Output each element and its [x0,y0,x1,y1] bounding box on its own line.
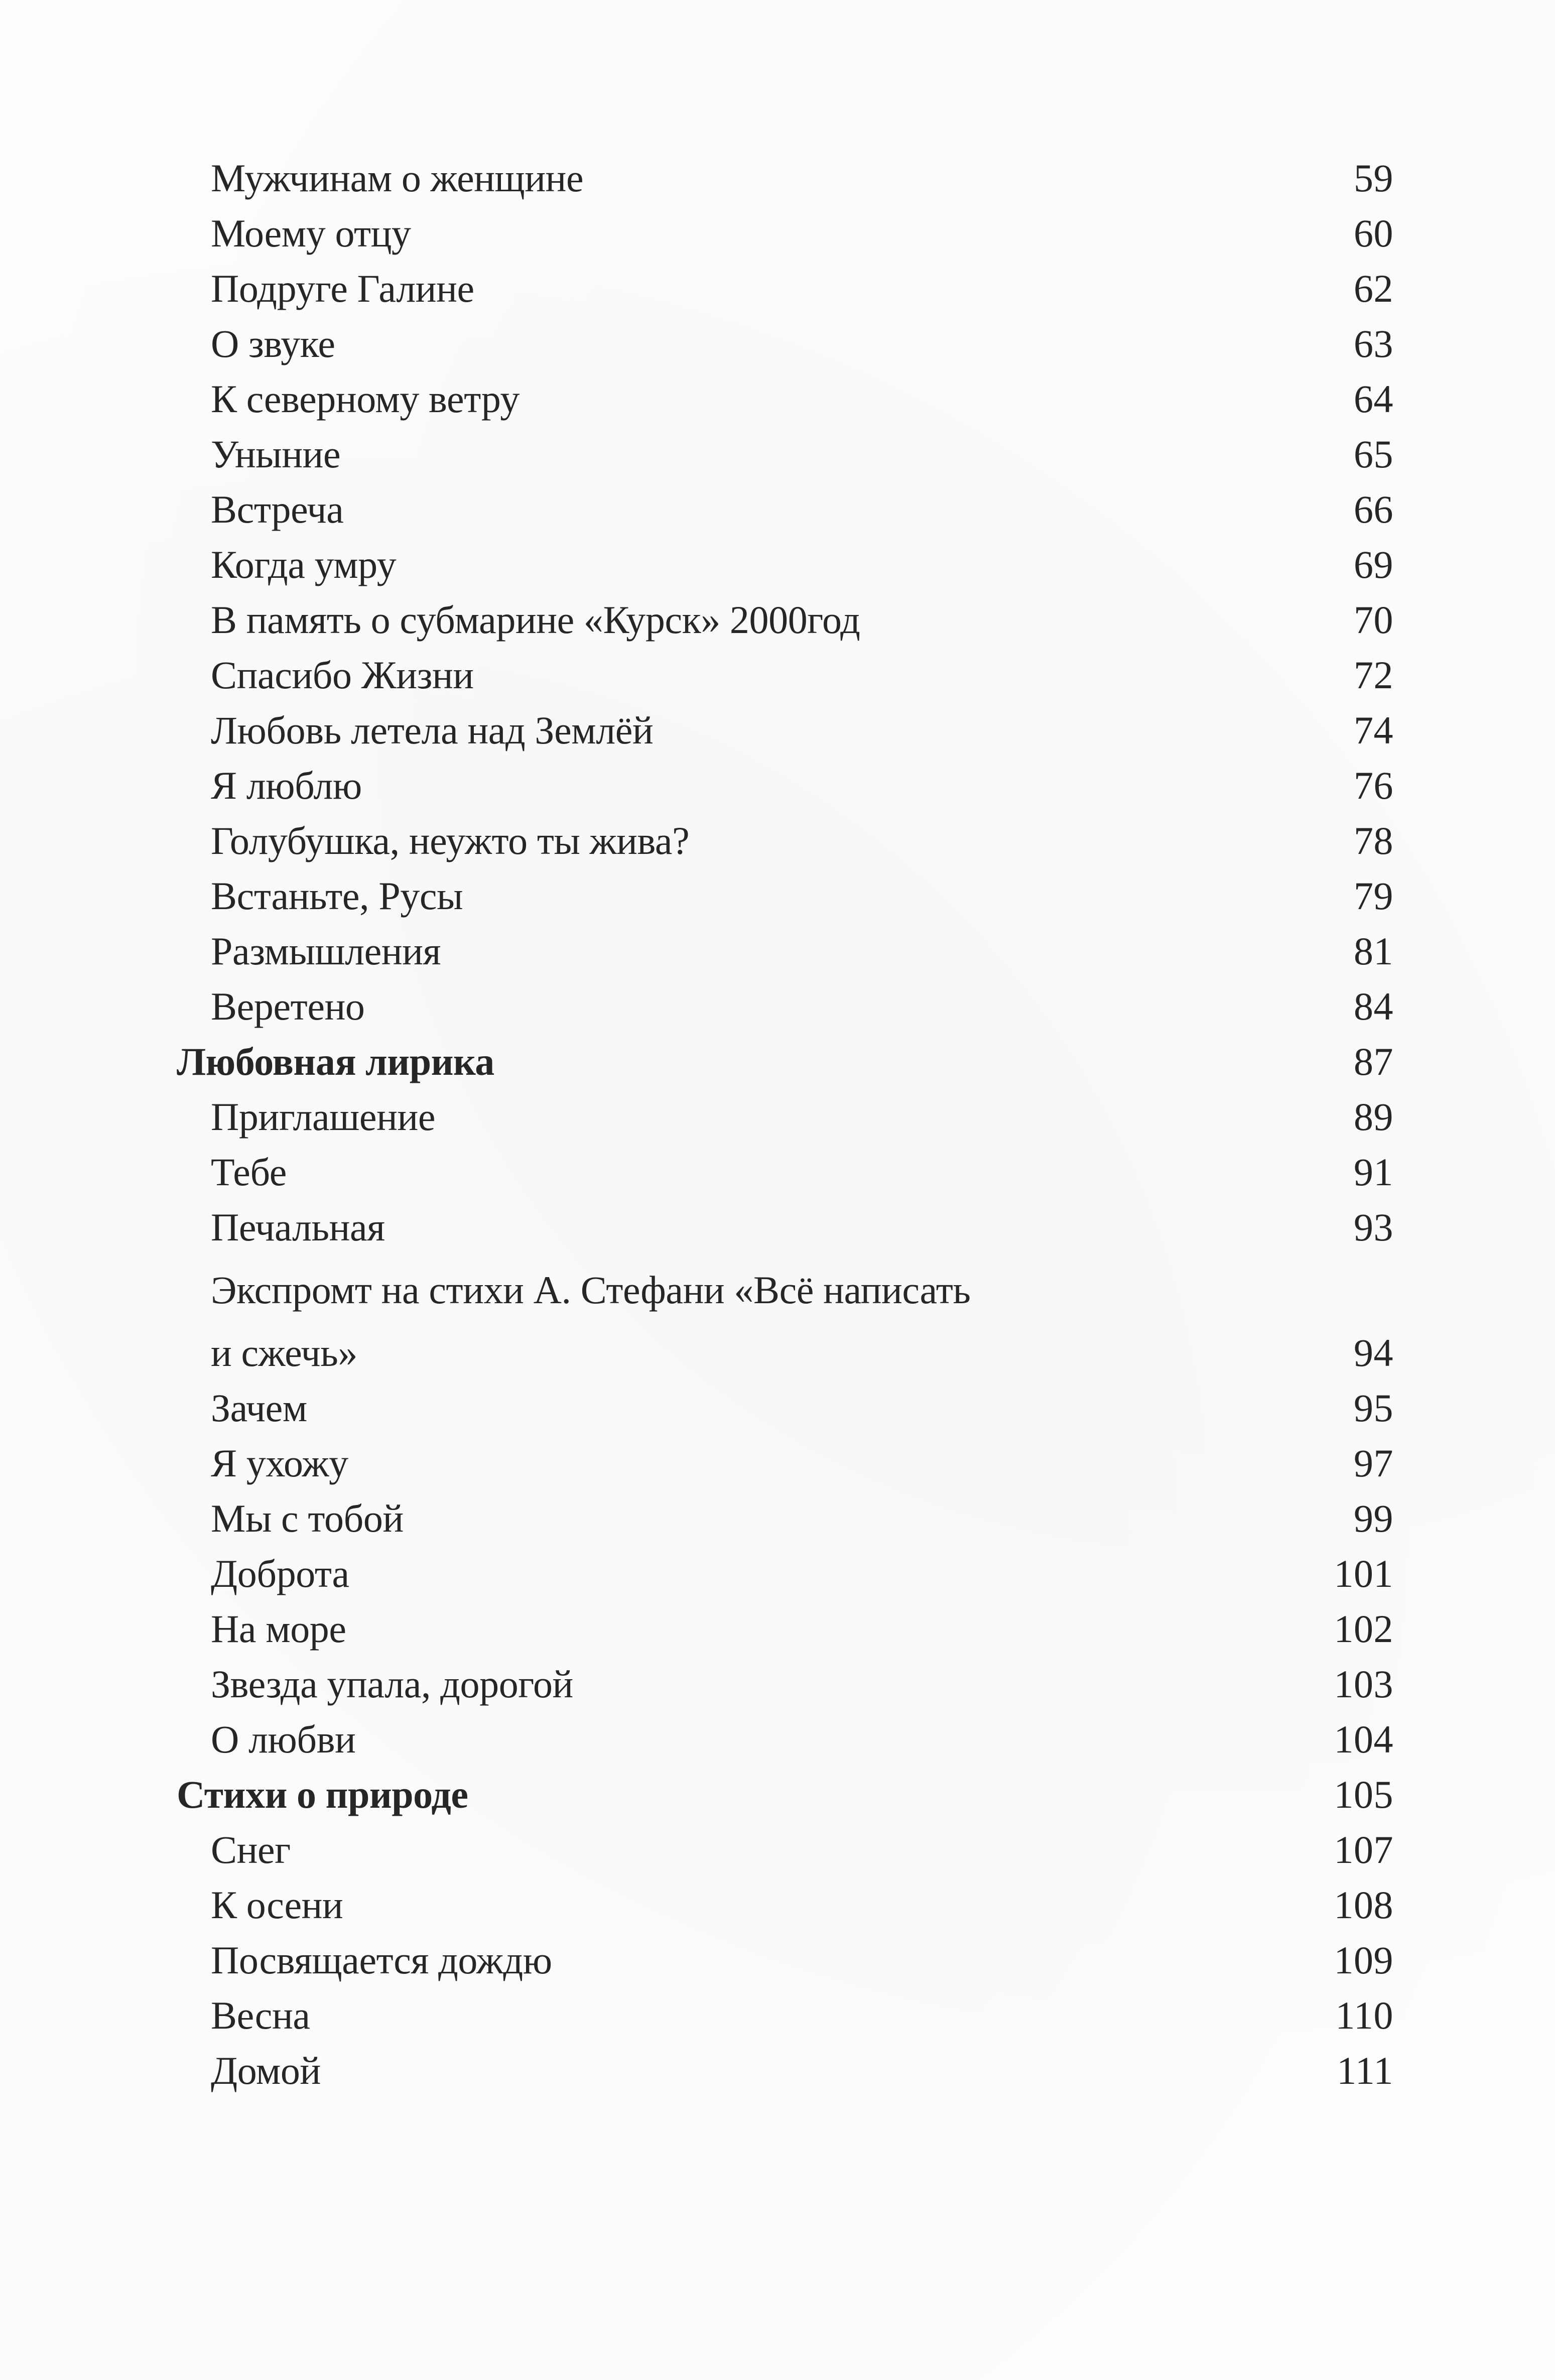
dot-leader [511,1074,1291,1075]
toc-entry-title: Голубушка, неужто ты жива? [211,819,690,862]
toc-page-number: 59 [1354,156,1393,200]
toc-entry[interactable] [177,592,1393,648]
toc-entry-title: Звезда упала, дорогой [211,1662,573,1706]
toc-entry[interactable] [177,1933,1393,1988]
toc-entry-title: Подруге Галине [211,267,474,310]
dot-leader [360,522,1291,523]
toc-page-number: 109 [1334,1938,1393,1982]
dot-leader [485,1807,1291,1808]
toc-page-number: 87 [1354,1040,1393,1083]
toc-entry[interactable] [177,979,1393,1034]
toc-page-number: 69 [1354,543,1393,586]
toc-entry[interactable] [177,1436,1393,1491]
toc-entry-title: Когда умру [211,543,397,586]
toc-entry[interactable] [177,924,1393,979]
toc-entry-title: Доброта [211,1552,349,1595]
toc-page-number: 107 [1334,1828,1393,1871]
toc-page-number: 89 [1354,1095,1393,1139]
toc-section-heading[interactable] [177,1767,1393,1822]
toc-page-number: 81 [1354,929,1393,973]
toc-entry-title: Домой [211,2049,321,2092]
toc-entry-title: Снег [211,1828,291,1871]
toc-entry[interactable] [177,813,1393,868]
toc-entry-title: Моему отцу [211,211,411,255]
toc-entry[interactable] [177,1145,1393,1200]
toc-entry[interactable] [177,1325,1393,1381]
toc-entry-title: Любовь летела над Землёй [211,708,654,752]
toc-entry-title: О любви [211,1717,356,1761]
toc-entry[interactable] [177,1491,1393,1546]
toc-entry-title: Тебе [211,1150,287,1194]
dot-leader [338,2083,1291,2084]
table-of-contents [177,151,1393,2098]
toc-entry-title: Зачем [211,1386,307,1430]
dot-leader [382,1019,1291,1020]
toc-entry-title: Встреча [211,487,344,531]
toc-page-number: 93 [1354,1205,1393,1249]
dot-leader [379,798,1291,799]
toc-entry-title: Встаньте, Русы [211,874,463,918]
toc-entry[interactable] [177,482,1393,537]
toc-page-number: 105 [1334,1773,1393,1816]
toc-page-number: 60 [1354,211,1393,255]
toc-page-number: 110 [1335,1993,1393,2037]
toc-page-number: 64 [1354,377,1393,421]
toc-entry[interactable] [177,1089,1393,1145]
toc-entry-title: Весна [211,1993,310,2037]
toc-page-number: 74 [1354,708,1393,752]
toc-entry-title: На море [211,1607,346,1651]
toc-entry[interactable] [177,758,1393,813]
toc-entry[interactable] [177,537,1393,592]
dot-leader [327,2028,1291,2029]
toc-page-number: 76 [1354,764,1393,807]
toc-entry[interactable] [177,1988,1393,2043]
dot-leader [491,301,1291,302]
toc-entry-title: Печальная [211,1205,385,1249]
toc-page-number: 111 [1337,2049,1393,2092]
toc-page-number: 78 [1354,819,1393,862]
toc-page-number: 70 [1354,598,1393,642]
toc-page-number: 102 [1334,1607,1393,1651]
dot-leader [308,1862,1291,1863]
toc-entry-title: Приглашение [211,1095,436,1139]
toc-entry-title: Мы с тобой [211,1496,404,1540]
toc-entry-title: Размышления [211,929,441,973]
toc-page-number: 79 [1354,874,1393,918]
toc-entry-title: Веретено [211,984,365,1028]
toc-page-number: 108 [1334,1883,1393,1927]
toc-entry[interactable] [177,1712,1393,1767]
dot-leader [706,853,1291,854]
toc-entry[interactable] [177,1255,1393,1325]
toc-page-number: 97 [1354,1441,1393,1485]
toc-entry-title: О звуке [211,322,335,365]
toc-page-number: 72 [1354,653,1393,697]
toc-page-number: 91 [1354,1150,1393,1194]
toc-entry[interactable] [177,427,1393,482]
toc-entry[interactable] [177,1381,1393,1436]
toc-entry[interactable] [177,1877,1393,1933]
toc-entry-title: Мужчинам о женщине [211,156,584,200]
toc-page-number: 62 [1354,267,1393,310]
dot-leader [352,356,1291,357]
toc-page-number: 94 [1354,1331,1393,1374]
toc-entry[interactable] [177,868,1393,924]
dot-leader [374,1365,1291,1366]
toc-page-number: 103 [1334,1662,1393,1706]
toc-page-number: 84 [1354,984,1393,1028]
toc-entry-title: Уныние [211,432,341,476]
toc-page-number: 95 [1354,1386,1393,1430]
toc-entry[interactable] [177,371,1393,427]
toc-entry-title: В память о субмарине «Курск» 2000год [211,598,860,642]
toc-entry[interactable] [177,1822,1393,1877]
toc-entry-title: и сжечь» [211,1331,358,1374]
toc-page-number: 104 [1334,1717,1393,1761]
toc-entry[interactable] [177,1200,1393,1255]
toc-entry-title: Посвящается дождю [211,1938,552,1982]
toc-entry-title: К осени [211,1883,343,1927]
toc-entry-title: Спасибо Жизни [211,653,474,697]
toc-entry[interactable] [177,261,1393,316]
toc-entry[interactable] [177,648,1393,703]
toc-entry[interactable] [177,1601,1393,1657]
dot-leader [366,1586,1291,1587]
toc-section-title: Любовная лирика [177,1040,494,1083]
toc-page-number: 65 [1354,432,1393,476]
toc-page-number: 66 [1354,487,1393,531]
dot-leader [421,1531,1291,1532]
toc-entry-title: Экспромт на стихи А. Стефани «Всё написать [211,1268,971,1312]
toc-entry[interactable] [177,703,1393,758]
toc-page-number: 99 [1354,1496,1393,1540]
toc-entry[interactable] [177,316,1393,371]
toc-section-heading[interactable] [177,1034,1393,1089]
toc-entry[interactable] [177,151,1393,206]
toc-entry-title: К северному ветру [211,377,520,421]
toc-entry[interactable] [177,206,1393,261]
dot-leader [413,577,1291,578]
toc-entry[interactable] [177,2043,1393,2098]
toc-entry[interactable] [177,1657,1393,1712]
toc-page-number: 63 [1354,322,1393,365]
toc-page-number: 101 [1334,1552,1393,1595]
toc-entry-title: Я люблю [211,764,362,807]
toc-entry[interactable] [177,1546,1393,1601]
toc-section-title: Стихи о природе [177,1773,468,1816]
toc-entry-title: Я ухожу [211,1441,348,1485]
